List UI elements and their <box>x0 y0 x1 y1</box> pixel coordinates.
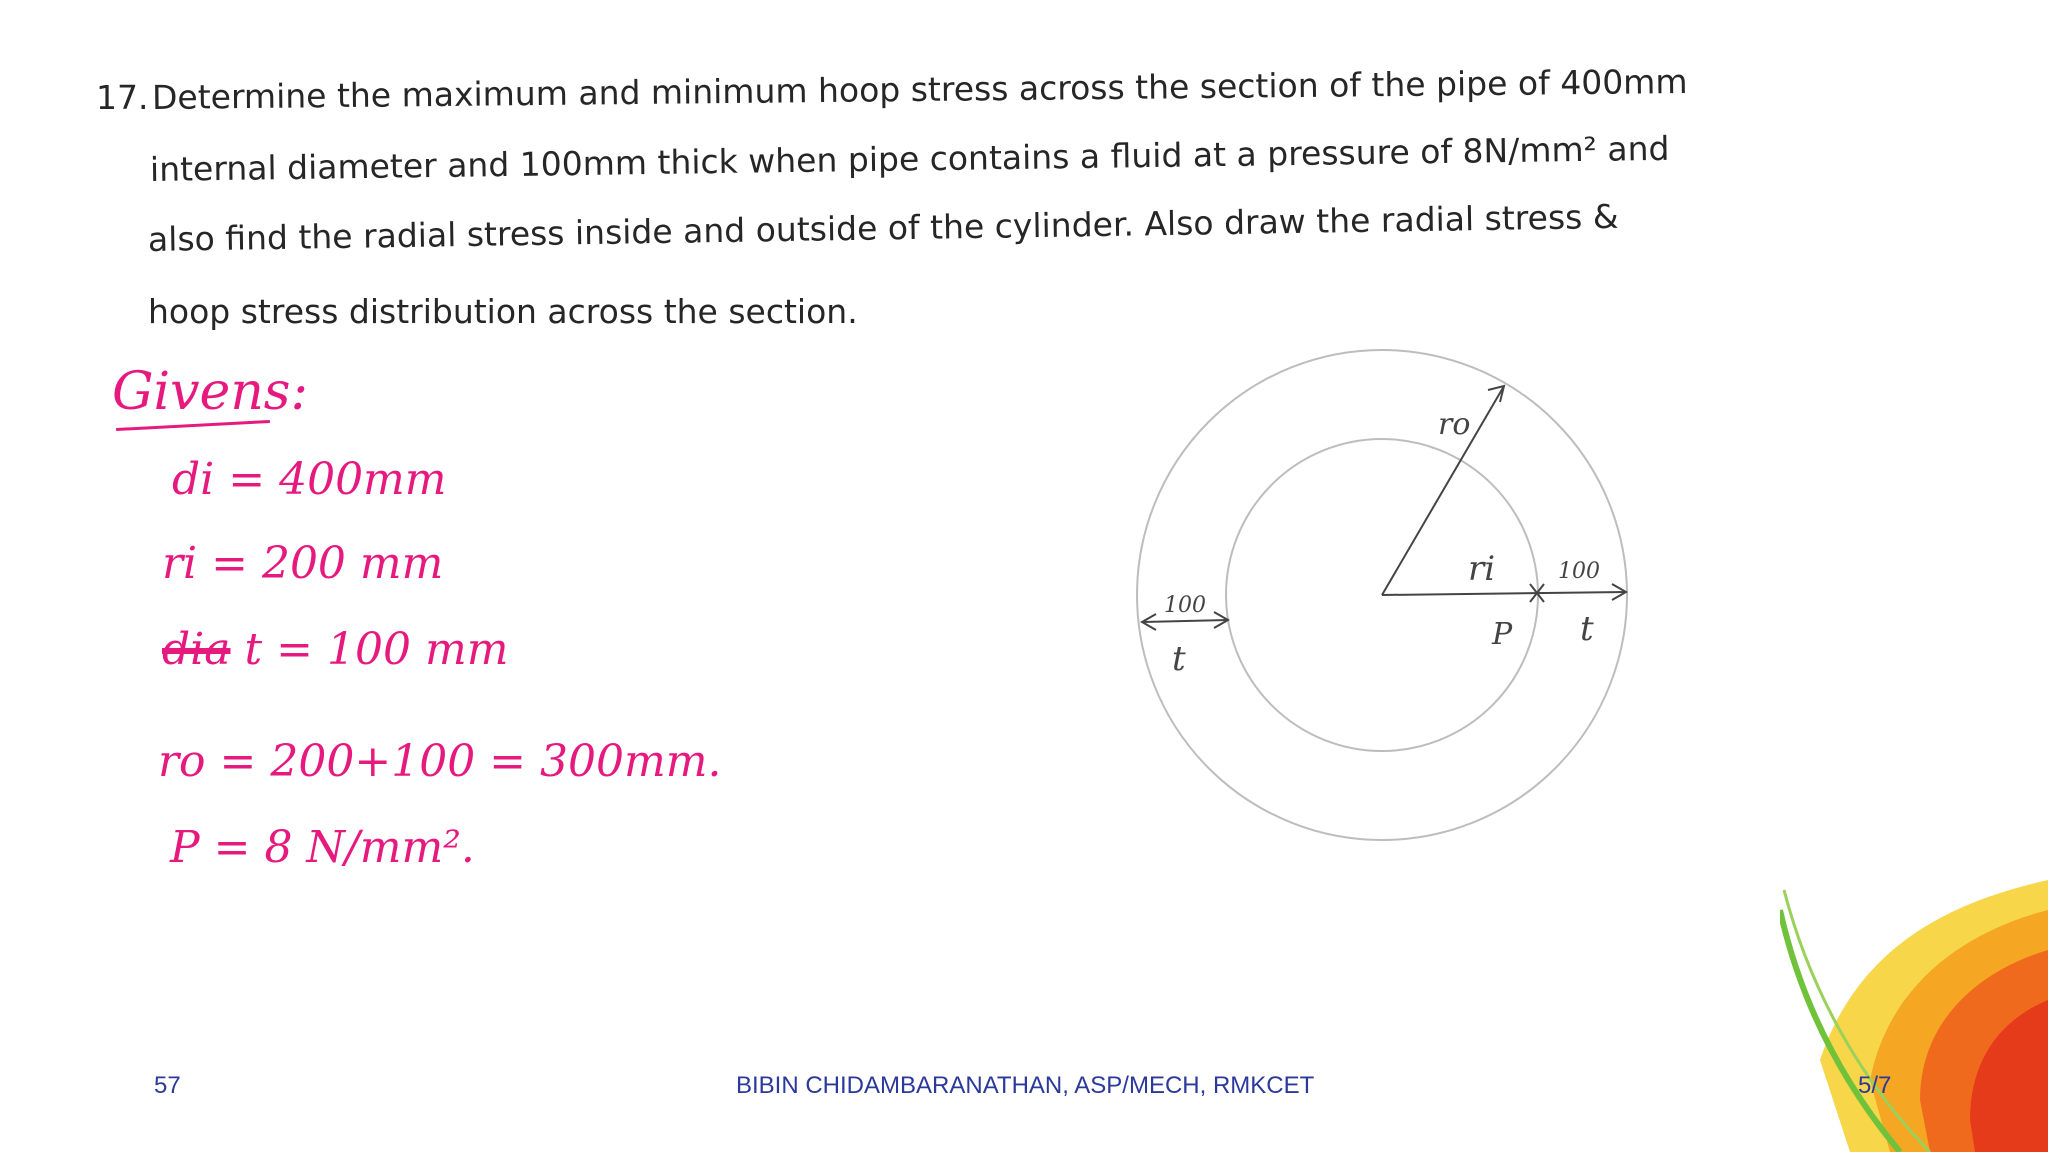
decorative-corner-swoosh <box>1780 880 2048 1152</box>
footer-page-number: 57 <box>154 1072 181 1099</box>
label-right-dimension: 100 <box>1558 559 1600 584</box>
given-thickness <box>162 624 508 675</box>
label-left-dimension: 100 <box>1164 593 1206 618</box>
left-dim-line <box>1142 620 1228 622</box>
inner-radius-line <box>1382 592 1626 595</box>
given-pressure: P = 8 N/mm². <box>170 822 475 873</box>
problem-line-2: internal diameter and 100mm thick when pipe contains a fluid at a pressure of 8N/mm² and <box>149 128 1670 189</box>
label-inner-radius: ri <box>1468 549 1496 589</box>
given-inner-radius: ri = 200 mm <box>162 538 444 589</box>
problem-line-3: also find the radial stress inside and outside of the cylinder. Also draw the radial stress & <box>147 196 1619 259</box>
label-right-thickness: t <box>1580 609 1594 649</box>
problem-line-4: hoop stress distribution across the section. <box>148 292 858 331</box>
given-inner-diameter: di = 400mm <box>172 454 447 505</box>
footer-author: BIBIN CHIDAMBARANATHAN, ASP/MECH, RMKCET <box>736 1072 1315 1099</box>
problem-line-1: Determine the maximum and minimum hoop stress across the section of the pipe of 400mm <box>151 61 1688 117</box>
given-outer-radius: ro = 200+100 = 300mm. <box>158 736 722 787</box>
label-outer-radius: ro <box>1438 407 1471 442</box>
label-left-thickness: t <box>1172 639 1186 679</box>
cylinder-section-diagram <box>1120 340 1660 860</box>
problem-number: 17. <box>96 78 149 117</box>
label-point-p: P <box>1492 617 1513 652</box>
struck-out-text: dia <box>162 624 231 675</box>
footer-slide-counter: 5/7 <box>1858 1072 1892 1099</box>
givens-heading: Givens: <box>112 362 309 422</box>
given-thickness-value: t = 100 mm <box>244 624 509 675</box>
